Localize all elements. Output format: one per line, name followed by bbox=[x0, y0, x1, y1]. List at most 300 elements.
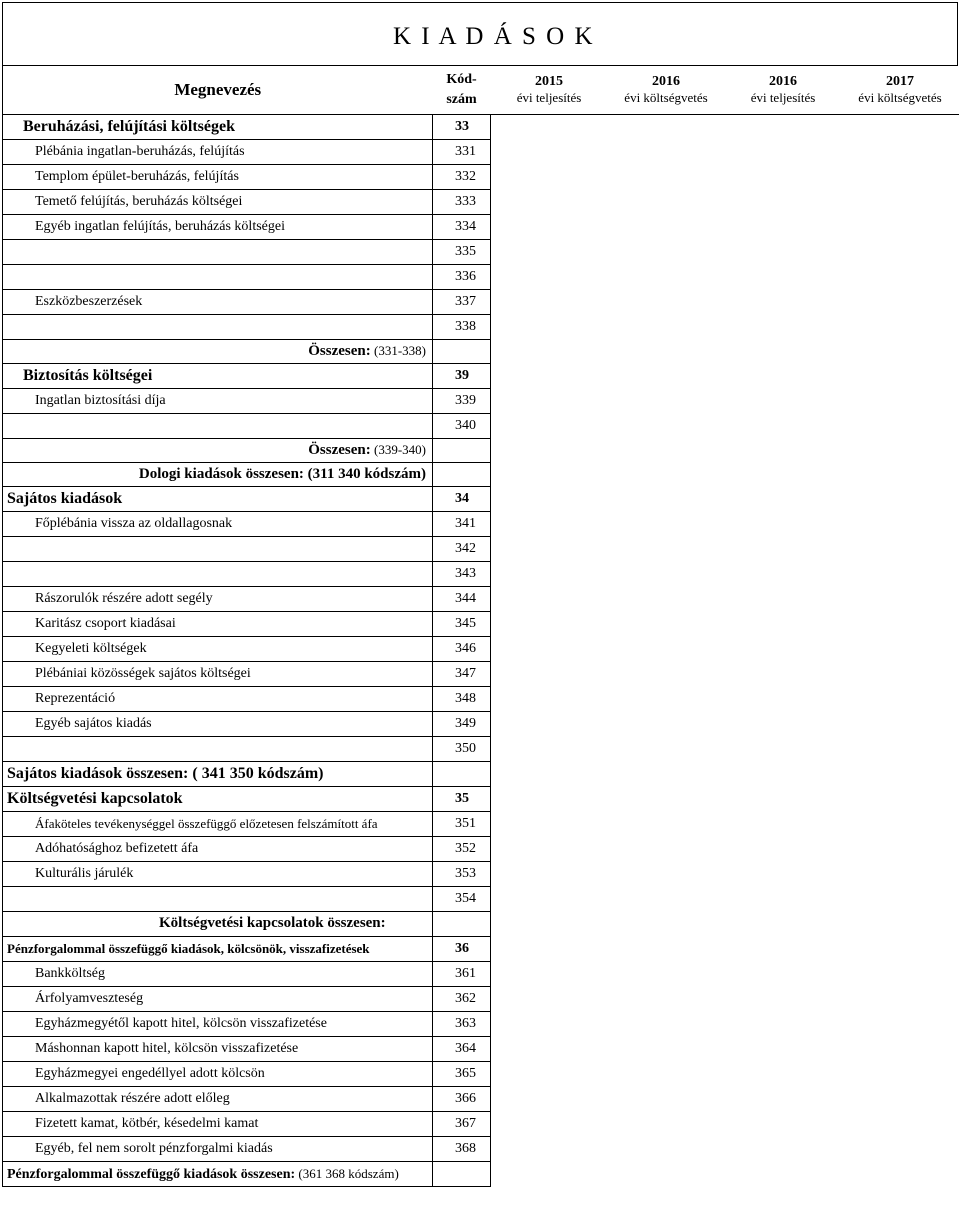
header-year: 2016 bbox=[769, 74, 797, 89]
year-value-cell[interactable] bbox=[725, 787, 842, 812]
form-title-box bbox=[2, 2, 958, 66]
year-value-cell[interactable] bbox=[725, 115, 842, 140]
year-value-cell[interactable] bbox=[608, 537, 725, 562]
year-value-cell[interactable] bbox=[842, 987, 959, 1012]
table-row bbox=[3, 612, 959, 637]
row-name-cell bbox=[3, 1087, 433, 1112]
year-value-cell[interactable] bbox=[491, 662, 608, 687]
sum-range: (361 368 kódszám) bbox=[295, 1165, 399, 1181]
row-label: Ingatlan biztosítási díja bbox=[35, 393, 166, 408]
year-value-cell[interactable] bbox=[608, 240, 725, 265]
year-value-cell[interactable] bbox=[725, 812, 842, 837]
row-label: Költségvetési kapcsolatok bbox=[7, 790, 183, 807]
row-code-cell bbox=[433, 463, 491, 487]
row-name-cell bbox=[3, 414, 433, 439]
row-name-cell bbox=[3, 937, 433, 962]
year-value-cell[interactable] bbox=[842, 737, 959, 762]
row-code-cell: 338 bbox=[433, 315, 491, 340]
table-row bbox=[3, 463, 959, 487]
year-value-cell[interactable] bbox=[491, 987, 608, 1012]
header-name: Megnevezés bbox=[3, 66, 433, 115]
expense-table bbox=[2, 66, 959, 1187]
year-value-cell[interactable] bbox=[491, 315, 608, 340]
year-value-cell[interactable] bbox=[491, 389, 608, 414]
year-value-cell[interactable] bbox=[491, 712, 608, 737]
year-value-cell[interactable] bbox=[725, 537, 842, 562]
year-value-cell[interactable] bbox=[725, 937, 842, 962]
table-row bbox=[3, 587, 959, 612]
year-value-cell[interactable] bbox=[842, 439, 959, 463]
year-value-cell[interactable] bbox=[491, 962, 608, 987]
year-value-cell[interactable] bbox=[725, 265, 842, 290]
year-value-cell[interactable] bbox=[842, 912, 959, 937]
year-value-cell[interactable] bbox=[842, 962, 959, 987]
year-value-cell[interactable] bbox=[842, 1137, 959, 1162]
year-value-cell[interactable] bbox=[842, 562, 959, 587]
sum-label: Összesen: bbox=[308, 343, 371, 359]
year-value-cell[interactable] bbox=[608, 912, 725, 937]
year-value-cell[interactable] bbox=[725, 712, 842, 737]
year-value-cell[interactable] bbox=[842, 265, 959, 290]
header-year: 2016 bbox=[652, 74, 680, 89]
year-value-cell[interactable] bbox=[842, 487, 959, 512]
year-value-cell[interactable] bbox=[491, 140, 608, 165]
year-value-cell[interactable] bbox=[608, 439, 725, 463]
row-code-cell: 368 bbox=[433, 1137, 491, 1162]
year-value-cell[interactable] bbox=[608, 587, 725, 612]
year-value-cell[interactable] bbox=[842, 1037, 959, 1062]
year-value-cell[interactable] bbox=[491, 787, 608, 812]
row-name-cell bbox=[3, 962, 433, 987]
row-name-cell bbox=[3, 712, 433, 737]
table-row bbox=[3, 1137, 959, 1162]
year-value-cell[interactable] bbox=[491, 937, 608, 962]
year-value-cell[interactable] bbox=[725, 315, 842, 340]
header-row bbox=[3, 66, 959, 115]
sum-label: Dologi kiadások összesen: (311 340 kódszám) bbox=[138, 466, 426, 482]
year-value-cell[interactable] bbox=[491, 463, 608, 487]
row-name-cell bbox=[3, 737, 433, 762]
row-name-cell bbox=[3, 240, 433, 265]
table-row bbox=[3, 1012, 959, 1037]
header-year-col-2 bbox=[608, 66, 725, 115]
year-value-cell[interactable] bbox=[491, 687, 608, 712]
row-code-cell: 344 bbox=[433, 587, 491, 612]
year-value-cell[interactable] bbox=[608, 315, 725, 340]
year-value-cell[interactable] bbox=[842, 1012, 959, 1037]
year-value-cell[interactable] bbox=[725, 512, 842, 537]
year-value-cell[interactable] bbox=[608, 837, 725, 862]
row-code-cell: 33 bbox=[433, 115, 491, 140]
table-row bbox=[3, 165, 959, 190]
year-value-cell[interactable] bbox=[725, 662, 842, 687]
year-value-cell[interactable] bbox=[842, 637, 959, 662]
year-value-cell[interactable] bbox=[491, 265, 608, 290]
year-value-cell[interactable] bbox=[842, 1062, 959, 1087]
row-name-cell bbox=[3, 190, 433, 215]
row-name-cell bbox=[3, 364, 433, 389]
year-value-cell[interactable] bbox=[608, 712, 725, 737]
year-value-cell[interactable] bbox=[842, 512, 959, 537]
year-value-cell[interactable] bbox=[842, 364, 959, 389]
year-value-cell[interactable] bbox=[725, 837, 842, 862]
row-label: Árfolyamveszteség bbox=[35, 991, 144, 1006]
year-value-cell[interactable] bbox=[608, 987, 725, 1012]
year-value-cell[interactable] bbox=[725, 737, 842, 762]
table-row bbox=[3, 140, 959, 165]
year-value-cell[interactable] bbox=[491, 1112, 608, 1137]
year-value-cell[interactable] bbox=[842, 1112, 959, 1137]
year-value-cell[interactable] bbox=[491, 737, 608, 762]
year-value-cell[interactable] bbox=[842, 463, 959, 487]
row-code-cell: 351 bbox=[433, 812, 491, 837]
year-value-cell[interactable] bbox=[491, 912, 608, 937]
year-value-cell[interactable] bbox=[842, 1162, 959, 1187]
row-code-cell bbox=[433, 439, 491, 463]
row-name-cell bbox=[3, 1037, 433, 1062]
year-value-cell[interactable] bbox=[725, 637, 842, 662]
year-value-cell[interactable] bbox=[608, 962, 725, 987]
year-value-cell[interactable] bbox=[725, 364, 842, 389]
year-value-cell[interactable] bbox=[842, 190, 959, 215]
year-value-cell[interactable] bbox=[608, 364, 725, 389]
year-value-cell[interactable] bbox=[608, 812, 725, 837]
row-label: Adóhatósághoz befizetett áfa bbox=[35, 841, 199, 856]
row-name-cell bbox=[3, 662, 433, 687]
table-row bbox=[3, 389, 959, 414]
header-year-type: évi teljesítés bbox=[750, 90, 816, 105]
year-value-cell[interactable] bbox=[842, 762, 959, 787]
year-value-cell[interactable] bbox=[842, 414, 959, 439]
year-value-cell[interactable] bbox=[842, 662, 959, 687]
table-row bbox=[3, 265, 959, 290]
table-row bbox=[3, 637, 959, 662]
year-value-cell[interactable] bbox=[725, 962, 842, 987]
row-label: Plébánia ingatlan-beruházás, felújítás bbox=[35, 144, 245, 159]
row-code-cell: 334 bbox=[433, 215, 491, 240]
year-value-cell[interactable] bbox=[491, 612, 608, 637]
table-row bbox=[3, 240, 959, 265]
expense-form bbox=[2, 2, 958, 1230]
row-name-cell bbox=[3, 787, 433, 812]
year-value-cell[interactable] bbox=[725, 190, 842, 215]
year-value-cell[interactable] bbox=[608, 887, 725, 912]
row-code-cell: 363 bbox=[433, 1012, 491, 1037]
year-value-cell[interactable] bbox=[842, 389, 959, 414]
year-value-cell[interactable] bbox=[608, 512, 725, 537]
year-value-cell[interactable] bbox=[491, 1037, 608, 1062]
year-value-cell[interactable] bbox=[608, 1037, 725, 1062]
year-value-cell[interactable] bbox=[725, 562, 842, 587]
year-value-cell[interactable] bbox=[491, 587, 608, 612]
table-row bbox=[3, 414, 959, 439]
year-value-cell[interactable] bbox=[491, 637, 608, 662]
year-value-cell[interactable] bbox=[491, 364, 608, 389]
year-value-cell[interactable] bbox=[608, 662, 725, 687]
year-value-cell[interactable] bbox=[842, 165, 959, 190]
year-value-cell[interactable] bbox=[491, 862, 608, 887]
row-name-cell bbox=[3, 562, 433, 587]
row-name-cell bbox=[3, 265, 433, 290]
year-value-cell[interactable] bbox=[725, 340, 842, 364]
year-value-cell[interactable] bbox=[608, 1112, 725, 1137]
year-value-cell[interactable] bbox=[608, 687, 725, 712]
year-value-cell[interactable] bbox=[725, 439, 842, 463]
year-value-cell[interactable] bbox=[608, 787, 725, 812]
table-row bbox=[3, 712, 959, 737]
row-code-cell: 354 bbox=[433, 887, 491, 912]
year-value-cell[interactable] bbox=[725, 1062, 842, 1087]
year-value-cell[interactable] bbox=[608, 862, 725, 887]
year-value-cell[interactable] bbox=[725, 165, 842, 190]
row-label: Bankköltség bbox=[35, 966, 105, 981]
year-value-cell[interactable] bbox=[608, 265, 725, 290]
row-label: Pénzforgalommal összefüggő kiadások, kölcsönök, visszafizetések bbox=[7, 940, 370, 956]
year-value-cell[interactable] bbox=[491, 1087, 608, 1112]
row-code-cell: 352 bbox=[433, 837, 491, 862]
row-code-cell: 39 bbox=[433, 364, 491, 389]
year-value-cell[interactable] bbox=[608, 463, 725, 487]
row-name-cell bbox=[3, 762, 433, 787]
year-value-cell[interactable] bbox=[842, 887, 959, 912]
row-code-cell: 361 bbox=[433, 962, 491, 987]
row-code-cell: 335 bbox=[433, 240, 491, 265]
year-value-cell[interactable] bbox=[725, 762, 842, 787]
row-name-cell bbox=[3, 140, 433, 165]
row-label: Egyéb sajátos kiadás bbox=[35, 716, 152, 731]
year-value-cell[interactable] bbox=[491, 1062, 608, 1087]
row-label: Beruházási, felújítási költségek bbox=[23, 118, 235, 135]
year-value-cell[interactable] bbox=[725, 463, 842, 487]
row-name-cell bbox=[3, 587, 433, 612]
row-code-cell: 346 bbox=[433, 637, 491, 662]
year-value-cell[interactable] bbox=[842, 240, 959, 265]
table-row bbox=[3, 1112, 959, 1137]
year-value-cell[interactable] bbox=[491, 165, 608, 190]
year-value-cell[interactable] bbox=[608, 637, 725, 662]
year-value-cell[interactable] bbox=[491, 1137, 608, 1162]
year-value-cell[interactable] bbox=[842, 537, 959, 562]
year-value-cell[interactable] bbox=[725, 290, 842, 315]
row-label: Kulturális járulék bbox=[35, 866, 134, 881]
year-value-cell[interactable] bbox=[491, 762, 608, 787]
year-value-cell[interactable] bbox=[725, 1162, 842, 1187]
row-name-cell bbox=[3, 812, 433, 837]
year-value-cell[interactable] bbox=[491, 1012, 608, 1037]
row-label: Áfaköteles tevékenységgel összefüggő előzetesen felszámított áfa bbox=[35, 815, 378, 831]
table-row bbox=[3, 887, 959, 912]
year-value-cell[interactable] bbox=[491, 562, 608, 587]
year-value-cell[interactable] bbox=[842, 115, 959, 140]
row-code-cell: 364 bbox=[433, 1037, 491, 1062]
year-value-cell[interactable] bbox=[608, 937, 725, 962]
year-value-cell[interactable] bbox=[725, 587, 842, 612]
row-name-cell bbox=[3, 1137, 433, 1162]
year-value-cell[interactable] bbox=[725, 1087, 842, 1112]
year-value-cell[interactable] bbox=[491, 115, 608, 140]
table-row bbox=[3, 687, 959, 712]
row-label: Költségvetési kapcsolatok összesen: bbox=[159, 915, 386, 931]
row-code-cell bbox=[433, 340, 491, 364]
year-value-cell[interactable] bbox=[725, 687, 842, 712]
year-value-cell[interactable] bbox=[608, 1087, 725, 1112]
year-value-cell[interactable] bbox=[725, 414, 842, 439]
year-value-cell[interactable] bbox=[608, 115, 725, 140]
year-value-cell[interactable] bbox=[491, 439, 608, 463]
row-code-cell: 349 bbox=[433, 712, 491, 737]
year-value-cell[interactable] bbox=[725, 1112, 842, 1137]
year-value-cell[interactable] bbox=[491, 290, 608, 315]
row-code-cell: 333 bbox=[433, 190, 491, 215]
year-value-cell[interactable] bbox=[608, 215, 725, 240]
table-row bbox=[3, 537, 959, 562]
table-row bbox=[3, 762, 959, 787]
year-value-cell[interactable] bbox=[608, 1137, 725, 1162]
year-value-cell[interactable] bbox=[725, 887, 842, 912]
sum-label: Összesen: bbox=[308, 442, 371, 458]
year-value-cell[interactable] bbox=[491, 537, 608, 562]
sum-label: Pénzforgalommal összefüggő kiadások összesen: bbox=[7, 1166, 296, 1182]
row-code-cell: 362 bbox=[433, 987, 491, 1012]
row-code-cell: 367 bbox=[433, 1112, 491, 1137]
year-value-cell[interactable] bbox=[725, 862, 842, 887]
year-value-cell[interactable] bbox=[842, 837, 959, 862]
year-value-cell[interactable] bbox=[842, 937, 959, 962]
header-code-line1: Kód- bbox=[446, 72, 477, 87]
form-title: K I A D Á S O K bbox=[393, 23, 595, 50]
row-name-cell bbox=[3, 1112, 433, 1137]
year-value-cell[interactable] bbox=[608, 1162, 725, 1187]
year-value-cell[interactable] bbox=[608, 612, 725, 637]
year-value-cell[interactable] bbox=[608, 165, 725, 190]
row-name-cell bbox=[3, 463, 433, 487]
sum-range: (331-338) bbox=[370, 343, 426, 358]
row-name-cell bbox=[3, 115, 433, 140]
year-value-cell[interactable] bbox=[842, 687, 959, 712]
year-value-cell[interactable] bbox=[725, 1137, 842, 1162]
row-label: Sajátos kiadások bbox=[7, 490, 123, 507]
year-value-cell[interactable] bbox=[842, 290, 959, 315]
table-row bbox=[3, 962, 959, 987]
row-label: Biztosítás költségei bbox=[23, 367, 153, 384]
year-value-cell[interactable] bbox=[725, 215, 842, 240]
year-value-cell[interactable] bbox=[725, 487, 842, 512]
row-name-cell bbox=[3, 340, 433, 364]
header-year-col-4 bbox=[842, 66, 959, 115]
year-value-cell[interactable] bbox=[725, 612, 842, 637]
year-value-cell[interactable] bbox=[491, 1162, 608, 1187]
table-row bbox=[3, 487, 959, 512]
year-value-cell[interactable] bbox=[842, 787, 959, 812]
table-row bbox=[3, 737, 959, 762]
year-value-cell[interactable] bbox=[842, 140, 959, 165]
year-value-cell[interactable] bbox=[491, 414, 608, 439]
row-label: Reprezentáció bbox=[35, 691, 116, 706]
row-code-cell: 36 bbox=[433, 937, 491, 962]
year-value-cell[interactable] bbox=[608, 1062, 725, 1087]
row-label: Máshonnan kapott hitel, kölcsön visszafizetése bbox=[35, 1041, 299, 1056]
row-label: Temető felújítás, beruházás költségei bbox=[35, 194, 243, 209]
year-value-cell[interactable] bbox=[842, 587, 959, 612]
year-value-cell[interactable] bbox=[842, 812, 959, 837]
year-value-cell[interactable] bbox=[491, 512, 608, 537]
year-value-cell[interactable] bbox=[491, 487, 608, 512]
table-row bbox=[3, 190, 959, 215]
year-value-cell[interactable] bbox=[491, 240, 608, 265]
year-value-cell[interactable] bbox=[842, 712, 959, 737]
year-value-cell[interactable] bbox=[725, 987, 842, 1012]
row-name-cell bbox=[3, 987, 433, 1012]
year-value-cell[interactable] bbox=[608, 290, 725, 315]
year-value-cell[interactable] bbox=[491, 190, 608, 215]
table-row bbox=[3, 439, 959, 463]
year-value-cell[interactable] bbox=[491, 340, 608, 364]
table-row bbox=[3, 1062, 959, 1087]
year-value-cell[interactable] bbox=[608, 389, 725, 414]
row-name-cell bbox=[3, 389, 433, 414]
header-year-col-1 bbox=[491, 66, 608, 115]
year-value-cell[interactable] bbox=[608, 562, 725, 587]
row-name-cell bbox=[3, 887, 433, 912]
row-name-cell bbox=[3, 315, 433, 340]
year-value-cell[interactable] bbox=[608, 414, 725, 439]
year-value-cell[interactable] bbox=[842, 612, 959, 637]
year-value-cell[interactable] bbox=[491, 837, 608, 862]
year-value-cell[interactable] bbox=[608, 487, 725, 512]
row-name-cell bbox=[3, 439, 433, 463]
year-value-cell[interactable] bbox=[725, 140, 842, 165]
year-value-cell[interactable] bbox=[491, 812, 608, 837]
year-value-cell[interactable] bbox=[608, 1012, 725, 1037]
year-value-cell[interactable] bbox=[725, 1037, 842, 1062]
year-value-cell[interactable] bbox=[608, 140, 725, 165]
header-year-col-3 bbox=[725, 66, 842, 115]
table-row bbox=[3, 512, 959, 537]
year-value-cell[interactable] bbox=[491, 887, 608, 912]
table-row bbox=[3, 937, 959, 962]
year-value-cell[interactable] bbox=[842, 340, 959, 364]
table-row bbox=[3, 662, 959, 687]
year-value-cell[interactable] bbox=[842, 862, 959, 887]
table-row bbox=[3, 340, 959, 364]
row-label: Rászorulók részére adott segély bbox=[35, 591, 213, 606]
row-code-cell: 350 bbox=[433, 737, 491, 762]
row-name-cell bbox=[3, 1062, 433, 1087]
row-name-cell bbox=[3, 912, 433, 937]
year-value-cell[interactable] bbox=[725, 1012, 842, 1037]
year-value-cell[interactable] bbox=[608, 762, 725, 787]
header-code-line2: szám bbox=[446, 92, 477, 107]
year-value-cell[interactable] bbox=[842, 1087, 959, 1112]
year-value-cell[interactable] bbox=[608, 340, 725, 364]
year-value-cell[interactable] bbox=[491, 215, 608, 240]
row-label: Kegyeleti költségek bbox=[35, 641, 147, 656]
row-label: Egyéb ingatlan felújítás, beruházás költségei bbox=[35, 219, 285, 234]
year-value-cell[interactable] bbox=[842, 315, 959, 340]
row-code-cell: 365 bbox=[433, 1062, 491, 1087]
year-value-cell[interactable] bbox=[725, 240, 842, 265]
row-label: Karitász csoport kiadásai bbox=[35, 616, 176, 631]
year-value-cell[interactable] bbox=[608, 737, 725, 762]
year-value-cell[interactable] bbox=[725, 912, 842, 937]
table-body bbox=[3, 115, 959, 1187]
row-code-cell bbox=[433, 912, 491, 937]
row-label: Egyházmegyétől kapott hitel, kölcsön visszafizetése bbox=[35, 1016, 327, 1031]
year-value-cell[interactable] bbox=[842, 215, 959, 240]
table-row bbox=[3, 562, 959, 587]
year-value-cell[interactable] bbox=[608, 190, 725, 215]
year-value-cell[interactable] bbox=[725, 389, 842, 414]
